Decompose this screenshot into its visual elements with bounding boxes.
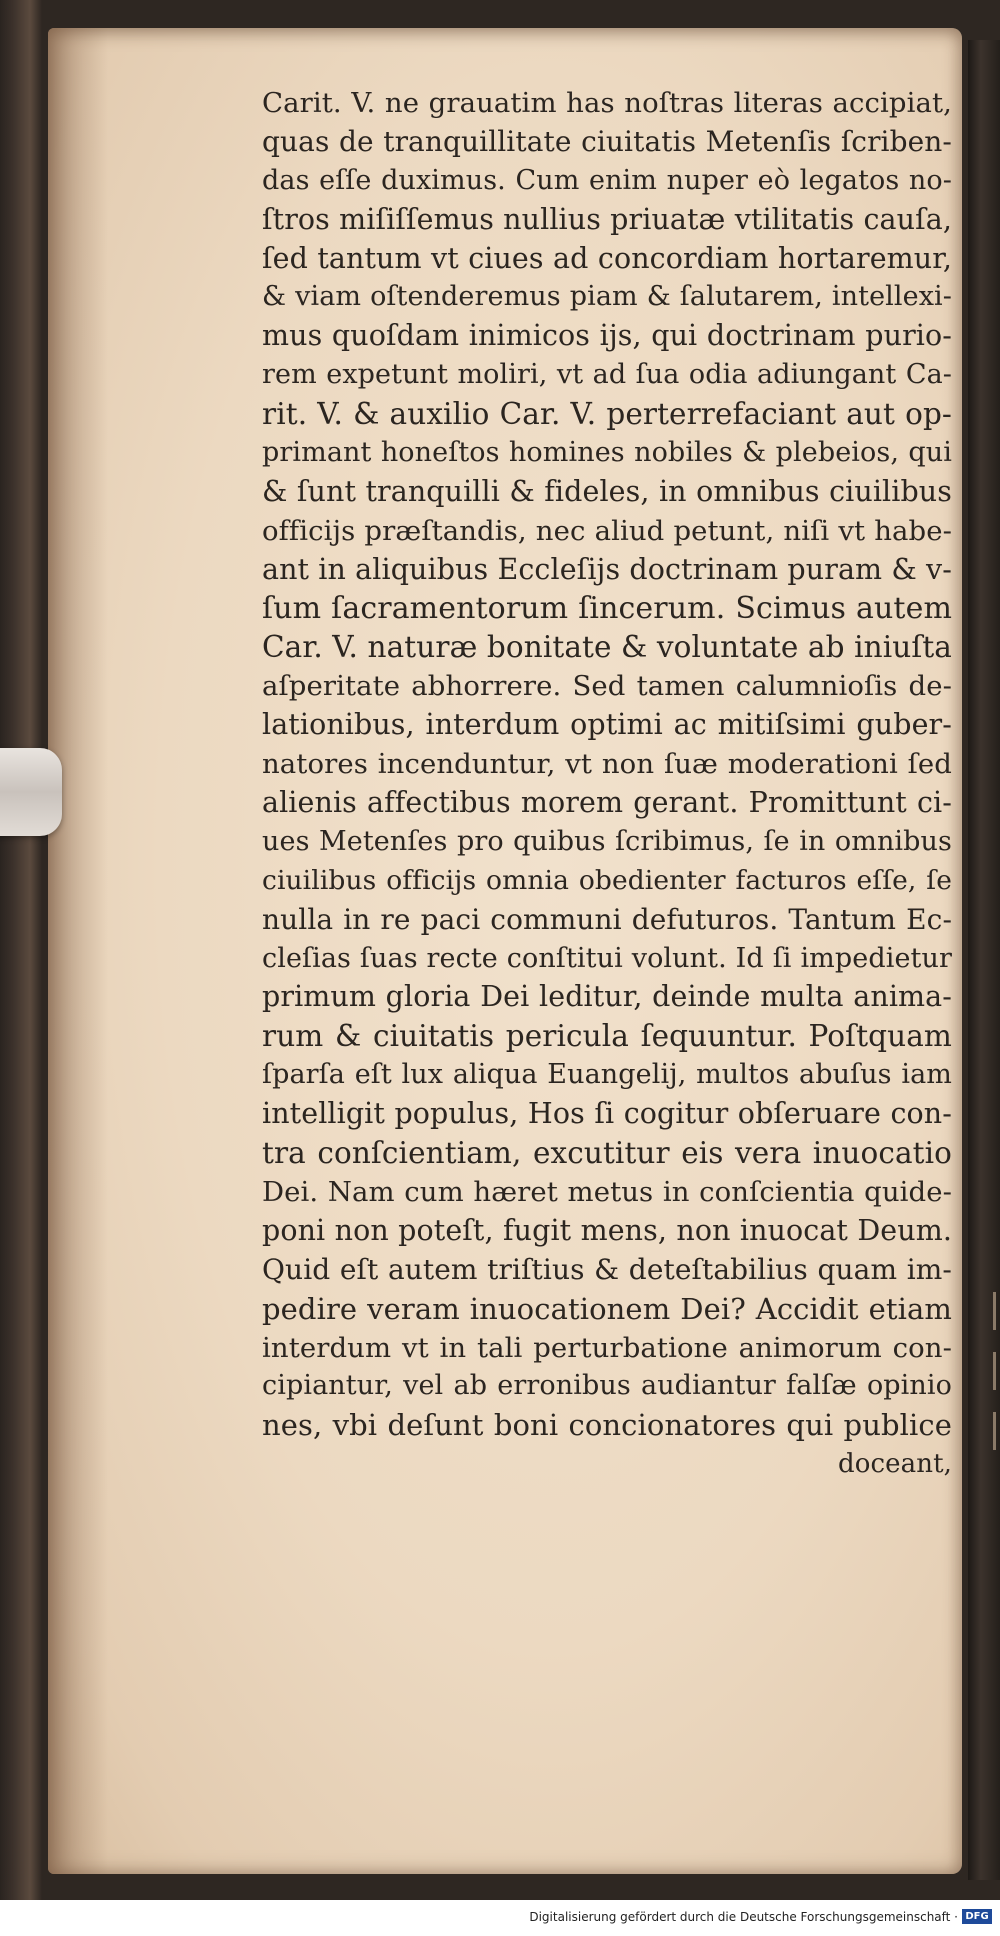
book-edge bbox=[968, 40, 1000, 1880]
text-line: officijs præſtandis, nec aliud petunt, niſi vt habe- bbox=[262, 514, 952, 547]
text-line: rit. V. & auxilio Car. V. perterrefaciant aut op- bbox=[262, 397, 952, 432]
text-line: cipiantur, vel ab erronibus audiantur falſæ opinio bbox=[262, 1370, 952, 1402]
text-line: primum gloria Dei leditur, deinde multa anima- bbox=[262, 980, 952, 1014]
text-line: intelligit populus, Hos ſi cogitur obſeruare con- bbox=[262, 1097, 952, 1131]
text-line: alienis affectibus morem gerant. Promittunt ci- bbox=[262, 786, 952, 820]
dfg-logo: DFG bbox=[962, 1909, 992, 1924]
catchword: doceant, bbox=[837, 1449, 952, 1480]
text-line: tra conſcientiam, excutitur eis vera inuocatio bbox=[262, 1136, 952, 1171]
text-line: cleſias ſuas recte conſtitui volunt. Id ſi impedietur bbox=[262, 942, 952, 974]
text-line: aſperitate abhorrere. Sed tamen calumnioſis de- bbox=[262, 670, 952, 703]
edge-marks bbox=[990, 1270, 1000, 1530]
text-line: interdum vt in tali perturbatione animorum con- bbox=[262, 1331, 952, 1364]
text-line: mus quoſdam inimicos ijs, qui doctrinam purio- bbox=[262, 319, 952, 353]
page-clamp bbox=[0, 748, 62, 836]
text-line: Car. V. naturæ bonitate & voluntate ab iniuſta bbox=[262, 630, 952, 665]
text-line: rum & ciuitatis pericula ſequuntur. Poſtquam bbox=[262, 1019, 952, 1054]
text-line: Dei. Nam cum hæret metus in conſcientia quide- bbox=[262, 1175, 952, 1208]
text-line: das eſſe duximus. Cum enim nuper eò legatos no- bbox=[262, 164, 952, 196]
text-line: ſum ſacramentorum ſincerum. Scimus autem bbox=[262, 590, 952, 626]
text-line: poni non poteſt, fugit mens, non inuocat Deum. bbox=[262, 1213, 952, 1247]
text-line: primant honeſtos homines nobiles & plebeios, qui bbox=[262, 437, 952, 469]
funding-credit: Digitalisierung gefördert durch die Deutsche Forschungsgemeinschaft · bbox=[529, 1910, 958, 1924]
text-line: ſtros miſiſſemus nullius priuatæ vtilitatis cauſa, bbox=[262, 202, 952, 236]
text-line: & viam oſtenderemus piam & ſalutarem, intellexi- bbox=[262, 281, 952, 313]
text-line: pedire veram inuocationem Dei? Accidit etiam bbox=[262, 1291, 952, 1326]
page-gutter-shadow bbox=[48, 28, 108, 1874]
body-text bbox=[262, 84, 952, 1484]
text-line: Carit. V. ne grauatim has noſtras literas accipiat, bbox=[262, 87, 952, 119]
text-line: rem expetunt moliri, vt ad ſua odia adiungant Ca- bbox=[262, 359, 952, 391]
text-line: natores incenduntur, vt non ſuæ moderationi ſed bbox=[262, 748, 952, 781]
digitization-footer bbox=[0, 1900, 1000, 1936]
text-line: lationibus, interdum optimi ac mitiſsimi guber- bbox=[262, 708, 952, 742]
text-line: ciuilibus officijs omnia obedienter facturos eſſe, ſe bbox=[262, 864, 952, 896]
text-line: nulla in re paci communi defuturos. Tantum Ec- bbox=[262, 902, 952, 936]
text-line: quas de tranquillitate ciuitatis Metenſis ſcriben- bbox=[262, 124, 952, 158]
text-line: ſed tantum vt ciues ad concordiam hortaremur, bbox=[262, 241, 952, 275]
text-line: & ſunt tranquilli & fideles, in omnibus ciuilibus bbox=[262, 474, 952, 508]
text-line: ant in aliquibus Eccleſijs doctrinam puram & v- bbox=[262, 552, 952, 586]
text-line: nes, vbi deſunt boni concionatores qui publice bbox=[262, 1408, 952, 1443]
text-line: ues Metenſes pro quibus ſcribimus, ſe in omnibus bbox=[262, 825, 952, 857]
text-line: ſparſa eſt lux aliqua Euangelij, multos abuſus iam bbox=[262, 1059, 952, 1091]
text-line: Quid eſt autem triſtius & deteſtabilius quam im- bbox=[262, 1252, 952, 1286]
